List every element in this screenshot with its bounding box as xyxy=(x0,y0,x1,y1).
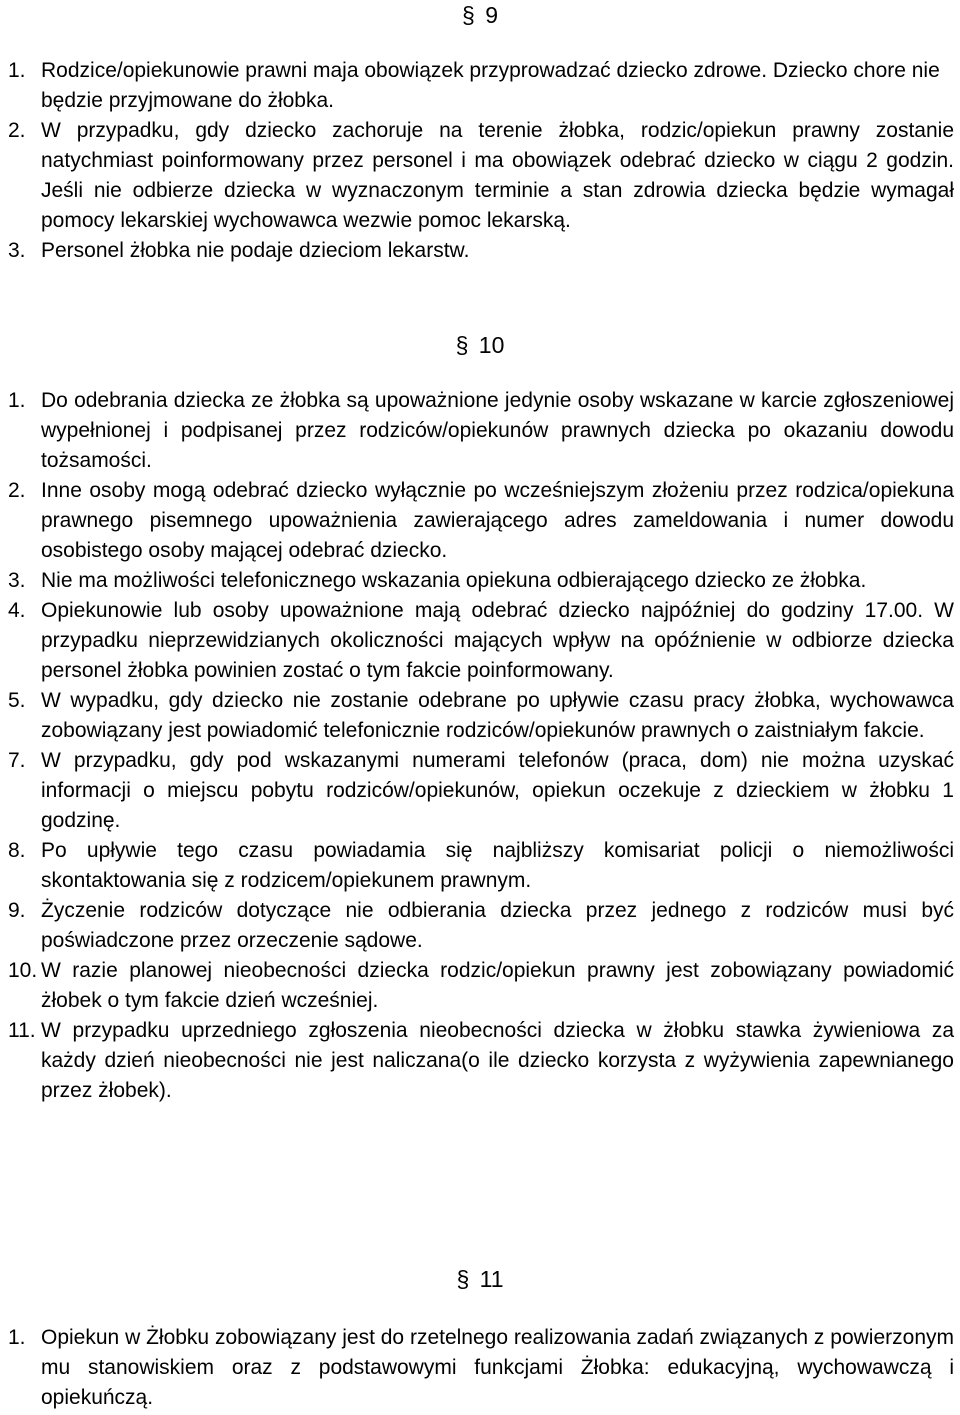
item-number: 8. xyxy=(8,839,26,862)
section-symbol: § xyxy=(456,1266,470,1292)
section-10-list xyxy=(8,386,954,1106)
list-item xyxy=(8,746,954,836)
item-number: 1. xyxy=(8,1326,26,1349)
section-11-list xyxy=(8,1323,954,1413)
item-text: W wypadku, gdy dziecko nie zostanie odebrane po upływie czasu pracy żłobka, wychowawca zobowiązany jest powiadomić telefonicznie rodziców/opiekunów prawnych o zaistniałym fakcie. xyxy=(41,689,954,742)
section-number: 10 xyxy=(478,332,505,358)
item-text: W przypadku, gdy dziecko zachoruje na terenie żłobka, rodzic/opiekun prawny zostanie natychmiast poinformowany przez personel i ma obowiązek odebrać dziecko w ciągu 2 godzin. Jeśli nie odbierze dziecka w wyznaczonym terminie a stan zdrowia dziecka będzie wymagał pomocy lekarskiej wychowawca wezwie pomoc lekarską. xyxy=(41,119,954,232)
section-symbol: § xyxy=(462,2,475,28)
list-item xyxy=(8,386,954,476)
item-number: 9. xyxy=(8,899,26,922)
list-item xyxy=(8,596,954,686)
list-item xyxy=(8,836,954,896)
item-number: 10. xyxy=(8,959,38,982)
item-number: 3. xyxy=(8,569,26,592)
list-item xyxy=(8,1323,954,1413)
item-text: Opiekunowie lub osoby upoważnione mają odebrać dziecko najpóźniej do godziny 17.00. W przypadku nieprzewidzianych okoliczności mających wpływ na opóźnienie w odbiorze dziecka personel żłobka powinien zostać o tym fakcie poinformowany. xyxy=(41,599,954,682)
item-number: 7. xyxy=(8,749,26,772)
list-item xyxy=(8,56,954,116)
item-text: Personel żłobka nie podaje dzieciom lekarstw. xyxy=(41,239,470,262)
item-number: 3. xyxy=(8,239,26,262)
item-text: Nie ma możliwości telefonicznego wskazania opiekuna odbierającego dziecko ze żłobka. xyxy=(41,569,867,592)
item-number: 11. xyxy=(8,1019,36,1042)
item-text: Rodzice/opiekunowie prawni maja obowiązek przyprowadzać dziecko zdrowe. Dziecko chore nie będzie przyjmowane do żłobka. xyxy=(41,59,940,112)
section-heading-10 xyxy=(0,330,960,360)
section-number: 9 xyxy=(485,2,498,28)
list-item xyxy=(8,686,954,746)
item-text: Opiekun w Żłobku zobowiązany jest do rzetelnego realizowania zadań związanych z powierzonym mu stanowiskiem oraz z podstawowymi funkcjami Żłobka: edukacyjną, wychowawczą i opiekuńczą. xyxy=(41,1326,954,1409)
item-number: 4. xyxy=(8,599,26,622)
section-number: 11 xyxy=(479,1266,504,1292)
item-text: W razie planowej nieobecności dziecka rodzic/opiekun prawny jest zobowiązany powiadomić żłobek o tym fakcie dzień wcześniej. xyxy=(41,959,954,1012)
list-item xyxy=(8,476,954,566)
section-heading-9 xyxy=(0,0,960,30)
item-number: 2. xyxy=(8,119,26,142)
item-number: 5. xyxy=(8,689,26,712)
list-item xyxy=(8,1016,954,1106)
item-text: W przypadku, gdy pod wskazanymi numerami telefonów (praca, dom) nie można uzyskać informacji o miejscu pobytu rodziców/opiekunów, opiekun oczekuje z dzieckiem w żłobku 1 godzinę. xyxy=(41,749,954,832)
item-text: W przypadku uprzedniego zgłoszenia nieobecności dziecka w żłobku stawka żywieniowa za każdy dzień nieobecności nie jest naliczana(o ile dziecko korzysta z wyżywienia zapewnianego przez żłobek). xyxy=(41,1019,954,1102)
section-symbol: § xyxy=(455,332,469,358)
item-text: Życzenie rodziców dotyczące nie odbierania dziecka przez jednego z rodziców musi być poświadczone przez orzeczenie sądowe. xyxy=(41,899,954,952)
item-text: Inne osoby mogą odebrać dziecko wyłącznie po wcześniejszym złożeniu przez rodzica/opiekuna prawnego pisemnego upoważnienia zawierającego adres zameldowania i numer dowodu osobistego osoby mającej odebrać dziecko. xyxy=(41,479,954,562)
item-number: 2. xyxy=(8,479,26,502)
list-item xyxy=(8,236,954,266)
item-number: 1. xyxy=(8,59,26,82)
section-heading-11 xyxy=(0,1264,960,1294)
list-item xyxy=(8,116,954,236)
item-text: Po upływie tego czasu powiadamia się najbliższy komisariat policji o niemożliwości skontaktowania się z rodzicem/opiekunem prawnym. xyxy=(41,839,954,892)
list-item xyxy=(8,566,954,596)
list-item xyxy=(8,956,954,1016)
list-item xyxy=(8,896,954,956)
item-text: Do odebrania dziecka ze żłobka są upoważnione jedynie osoby wskazane w karcie zgłoszeniowej wypełnionej i podpisanej przez rodziców/opiekunów prawnych dziecka po okazaniu dowodu tożsamości. xyxy=(41,389,954,472)
item-number: 1. xyxy=(8,389,26,412)
section-9-list xyxy=(8,56,954,266)
